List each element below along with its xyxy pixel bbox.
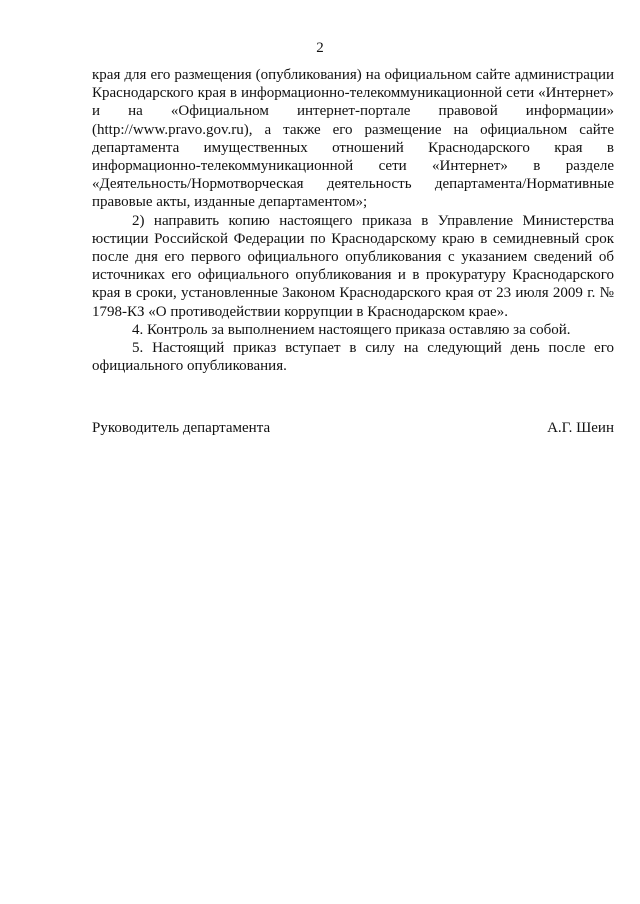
paragraph-item-4: 4. Контроль за выполнением настоящего приказа оставляю за собой. — [132, 321, 571, 338]
paragraph-item-2: 2) направить копию настоящего приказа в Управление Министерства юстиции Российской Федерации по Краснодарскому краю в семидневный срок после дня его первого официального опубликования с указанием сведений об источниках его официального опубликования и в прокуратуру Краснодарского края в сроки, установленные Законом Краснодарского края от 23 июля 2009 г. № 1798-КЗ «О противодействии коррупции в Краснодарском крае». — [92, 212, 614, 320]
signature-block — [92, 420, 614, 437]
signatory-position: Руководитель департамента — [92, 420, 271, 436]
document-body — [92, 66, 614, 375]
signatory-name: А.Г. Шеин — [547, 420, 614, 436]
paragraph-item-5: 5. Настоящий приказ вступает в силу на следующий день после его официального опубликования. — [92, 340, 614, 375]
paragraph-continuation: края для его размещения (опубликования) на официальном сайте администрации Краснодарского края в информационно-телекоммуникационной сети «Интернет» и на «Официальном интернет-портале правовой информации» (http://www.pravo.gov.ru), а также его размещение на официальном сайте департамента имущественных отношений Краснодарского края в информационно-телекоммуникационной сети «Интернет» в разделе «Деятельность/Нормотворческая деятельность департамента/Нормативные правовые акты, изданные департаментом»; — [92, 67, 614, 211]
page-number: 2 — [316, 40, 324, 56]
